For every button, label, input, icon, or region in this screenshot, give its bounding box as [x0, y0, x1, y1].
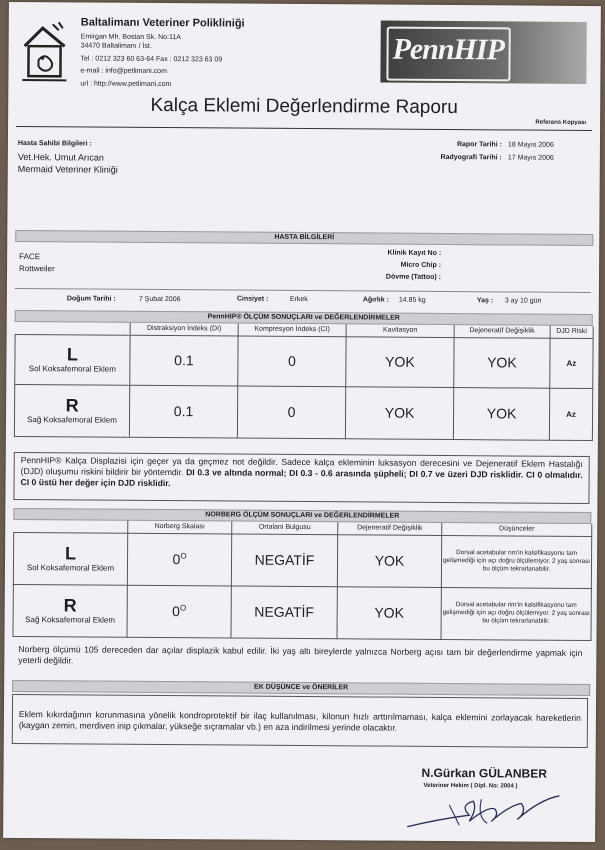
norberg-angle	[127, 533, 231, 586]
tattoo-label: Dövme (Tattoo) :	[385, 273, 442, 281]
degeneration-value: YOK	[337, 534, 441, 587]
divider	[16, 126, 592, 131]
clinic-phone: Tel : 0212 323 60 63-64 Fax : 0212 323 63 09	[80, 55, 223, 64]
dob-value: 7 Şubat 2006	[138, 295, 181, 304]
divider	[15, 288, 591, 293]
comment-text: Dorsal acetabular rim'in kalsifikasyonu tam gelişmediği için açı doğru ölçülemiyor. 2 yaş sonrası bu ölçüm tekrarlanabilir.	[441, 535, 591, 588]
norberg-note: Norberg ölçümü 105 dereceden dar açılar displazik kabul edilir. İki yaş altı bireylerde yalnızca Norberg açısı tam bir değerlendirme yapmak için yeterli değildir.	[18, 644, 583, 666]
pennhip-note-criteria: DI 0.3 ve altında normal; DI 0.3 - 0.6 arasında şüpheli; DI 0.7 ve üzeri DJD risklidir. CI 0 olmalıdır. CI 0 üstü her değer için DJD risklidir.	[20, 467, 583, 489]
micro-chip-label: Micro Chip :	[400, 261, 442, 269]
degree-symbol: O	[180, 551, 187, 561]
ortolani-value: NEGATİF	[231, 586, 337, 639]
owner-label: Hasta Sahibi Bilgileri :	[17, 140, 92, 148]
djd-risk-value: Az	[549, 388, 592, 440]
table-row	[13, 584, 591, 640]
table-header: DJD Riski	[550, 326, 593, 338]
weight-label: Ağırlık :	[362, 296, 389, 304]
ortolani-value: NEGATİF	[231, 534, 337, 587]
pennhip-note-text: PennHIP® Kalça Displazisi için geçer ya da geçmez not değildir. Sadece kalça ekleminin luksasyon derecesini ve Dejeneratif Eklem Hastalığı (DJD) oluşumu riskini bildirir bir yöntemdir.	[20, 455, 583, 478]
table-header: Kavitasyon	[346, 324, 454, 337]
report-title: Kalça Eklemi Değerlendirme Raporu	[150, 94, 458, 119]
side-letter: L	[66, 344, 79, 365]
corner-cell	[15, 322, 130, 335]
table-row	[13, 532, 591, 588]
patient-name: FACE	[19, 252, 41, 262]
clinic-logo	[18, 16, 71, 88]
signer-title: Veteriner Hekim ( Dipl. No: 2004 )	[423, 782, 518, 790]
corner-cell	[14, 520, 128, 533]
pennhip-logo	[380, 21, 586, 84]
pennhip-note	[13, 452, 589, 504]
xray-date: 17 Mayıs 2006	[507, 154, 554, 162]
cavitation-value: YOK	[346, 336, 454, 387]
table-header: Kompresyon İndeks (CI)	[238, 324, 346, 337]
joint-cell	[15, 334, 130, 385]
pennhip-logo-text: PennHIP	[392, 32, 505, 67]
clinic-address-line: 34470 Baltalimanı / İst.	[80, 42, 152, 50]
table-header: Norberg Skalası	[128, 521, 232, 534]
joint-label: Sol Koksafemoral Eklem	[28, 364, 116, 374]
joint-label: Sağ Koksafemoral Eklem	[25, 615, 116, 625]
owner-name: Vet.Hek. Umut Arıcan	[17, 152, 104, 163]
degeneration-value: YOK	[453, 387, 549, 440]
ci-value: 0	[237, 386, 345, 439]
di-value: 0.1	[129, 385, 237, 438]
comment-text: Dorsal acetabular rim'in kalsifikasyonu tam gelişmediği için açı doğru ölçülemiyor. 2 yaş sonrası bu ölçüm tekrarlanabilir.	[441, 587, 591, 640]
table-header: Ortalani Bulgusu	[232, 522, 338, 535]
joint-cell	[13, 584, 127, 637]
table-row	[15, 334, 593, 388]
sex-label: Cinsiyet :	[236, 295, 269, 303]
age-label: Yaş :	[476, 297, 494, 305]
joint-cell	[13, 532, 127, 585]
table-header: Düşünceler	[442, 523, 592, 536]
dob-label: Doğum Tarihi :	[66, 295, 116, 303]
clinic-name: Baltalimanı Veteriner Polikliniği	[80, 16, 245, 30]
report-page	[3, 2, 601, 842]
clinic-email: e-mail : info@petlimani.com	[80, 67, 167, 76]
report-date-label: Rapor Tarihi :	[456, 141, 502, 149]
recommendations-text: Eklem kıkırdağının korunmasına yönelik kondroprotektif bir ilaç kullanılması, kilonun hızlı arttırılmaması, kalça eklemini zorlayacak hareketlerin (kaygan zemin, merdiven inip çıkmalar, yükseğe sıçramalar vb.) en aza indirilmesi yerinde olacaktır.	[12, 694, 588, 748]
joint-cell	[14, 384, 129, 437]
angle-value: 0	[172, 551, 181, 568]
handwritten-signature	[399, 775, 569, 838]
table-row	[14, 384, 592, 440]
ci-value: 0	[238, 336, 346, 387]
side-letter: R	[63, 595, 77, 616]
xray-date-label: Radyografi Tarihi :	[440, 153, 502, 162]
clinic-url: url : http://www.petlimani.com	[80, 80, 172, 89]
pennhip-section-header: PennHIP® ÖLÇÜM SONUÇLARI ve DEĞERLENDİRMELER	[15, 310, 593, 326]
side-letter: R	[65, 395, 79, 416]
norberg-angle	[127, 585, 231, 638]
copy-type: Referans Kopyası	[535, 119, 587, 126]
sex-value: Erkek	[289, 295, 308, 304]
degeneration-value: YOK	[454, 337, 550, 388]
djd-risk-value: Az	[550, 338, 593, 388]
signer-name: N.Gürkan GÜLANBER	[421, 765, 547, 781]
joint-label: Sağ Koksafemoral Eklem	[27, 415, 117, 425]
report-date: 18 Mayıs 2006	[507, 141, 554, 149]
table-header: Dejeneratif Değişiklik	[338, 522, 442, 535]
cavitation-value: YOK	[345, 386, 453, 439]
pennhip-results-table	[14, 322, 594, 441]
clinic-address-line: Emirgan Mh. Bostan Sk. No:11A	[80, 33, 181, 42]
recommendations-section-header: EK DÜŞÜNCE ve ÖNERİLER	[12, 680, 590, 696]
table-header: Distraksiyon İndeks (DI)	[130, 323, 238, 336]
degree-symbol: O	[179, 603, 187, 613]
record-no-label: Klinik Kayıt No :	[387, 249, 442, 257]
angle-value: 0	[172, 603, 181, 620]
weight-value: 14.85 kg	[398, 296, 426, 304]
di-value: 0.1	[130, 335, 238, 386]
side-letter: L	[65, 543, 77, 564]
joint-label: Sol Koksafemoral Eklem	[26, 563, 115, 573]
degeneration-value: YOK	[337, 586, 441, 639]
age-value: 3 ay 10 gün	[504, 297, 542, 305]
table-header: Dejeneratif Değişiklik	[454, 325, 550, 338]
patient-section-header: HASTA BİLGİLERİ	[15, 230, 593, 246]
norberg-section-header: NORBERG ÖLÇÜM SONUÇLARI ve DEĞERLENDİRMELER	[13, 508, 591, 524]
patient-breed: Rottweiler	[19, 264, 55, 274]
norberg-results-table	[12, 520, 592, 641]
owner-clinic: Mermaid Veteriner Kliniği	[17, 164, 118, 175]
